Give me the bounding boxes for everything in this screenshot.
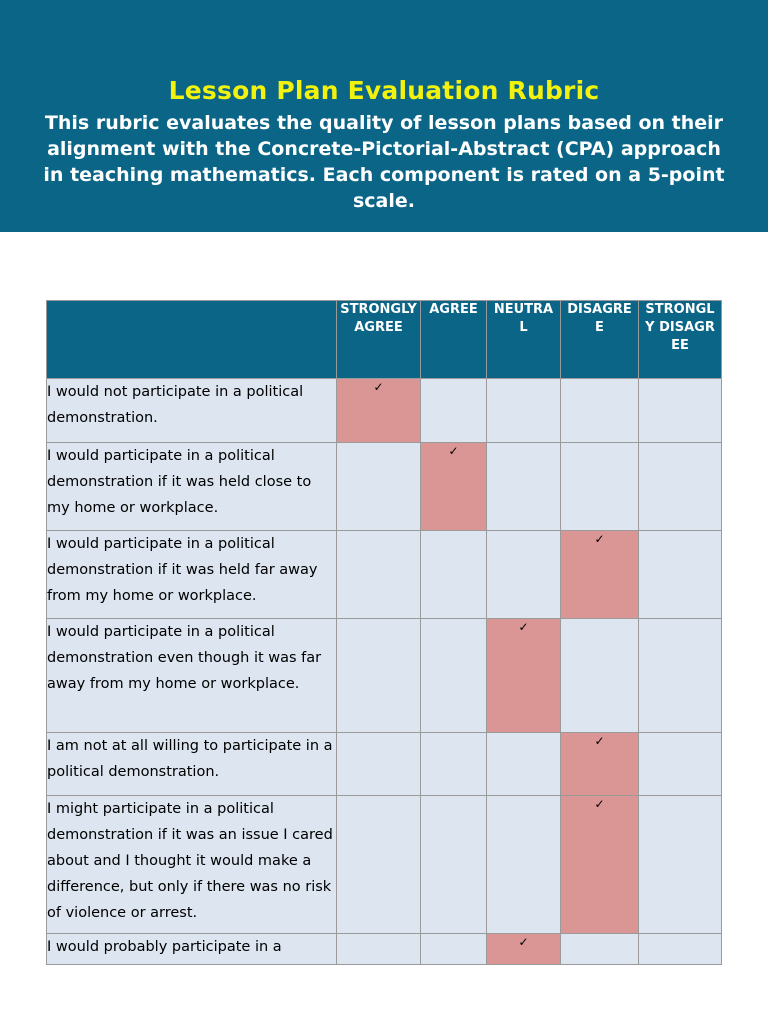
rating-cell-agree[interactable] (421, 443, 487, 531)
rating-cell-strongly-disagree[interactable] (639, 379, 722, 443)
rating-cell-agree[interactable] (421, 796, 487, 934)
column-header-strongly-disagree: STRONGLY DISAGREE (639, 301, 722, 379)
checkmark-icon: ✓ (594, 734, 605, 748)
table-row (47, 733, 722, 796)
rating-cell-neutral[interactable] (487, 379, 561, 443)
rating-cell-agree[interactable] (421, 379, 487, 443)
rating-cell-strongly-agree[interactable] (337, 934, 421, 965)
rating-cell-strongly-agree[interactable] (337, 443, 421, 531)
rubric-body (47, 379, 722, 965)
table-row (47, 379, 722, 443)
rating-cell-strongly-disagree[interactable] (639, 733, 722, 796)
rating-cell-strongly-disagree[interactable] (639, 934, 722, 965)
checkmark-icon: ✓ (518, 935, 529, 949)
rating-cell-strongly-disagree[interactable] (639, 619, 722, 733)
statement-cell: I would participate in a political demonstration even though it was far away from my home or workplace. (47, 619, 337, 733)
rubric-table (46, 300, 722, 965)
rating-cell-disagree[interactable] (561, 443, 639, 531)
rating-cell-disagree[interactable] (561, 619, 639, 733)
table-row (47, 619, 722, 733)
rating-cell-disagree[interactable] (561, 796, 639, 934)
rating-cell-agree[interactable] (421, 934, 487, 965)
statement-cell: I would probably participate in a (47, 934, 337, 965)
rating-cell-disagree[interactable] (561, 379, 639, 443)
column-header-neutral: NEUTRAL (487, 301, 561, 379)
rating-cell-neutral[interactable] (487, 443, 561, 531)
column-header-strongly-agree: STRONGLY AGREE (337, 301, 421, 379)
rating-cell-agree[interactable] (421, 733, 487, 796)
table-row (47, 443, 722, 531)
column-header-disagree: DISAGREE (561, 301, 639, 379)
statement-cell: I would participate in a political demonstration if it was held far away from my home or workplace. (47, 531, 337, 619)
column-header-agree: AGREE (421, 301, 487, 379)
rating-cell-disagree[interactable] (561, 934, 639, 965)
checkmark-icon: ✓ (448, 444, 459, 458)
rating-cell-strongly-agree[interactable] (337, 619, 421, 733)
statement-cell: I am not at all willing to participate in a political demonstration. (47, 733, 337, 796)
table-row (47, 934, 722, 965)
rating-cell-agree[interactable] (421, 619, 487, 733)
checkmark-icon: ✓ (518, 620, 529, 634)
statement-cell: I would participate in a political demonstration if it was held close to my home or workplace. (47, 443, 337, 531)
rating-cell-strongly-agree[interactable] (337, 379, 421, 443)
page-description: This rubric evaluates the quality of lesson plans based on their alignment with the Concrete-Pictorial-Abstract (CPA) approach in teaching mathematics. Each component is rated on a 5-point scale. (43, 112, 725, 212)
corner-header (47, 301, 337, 379)
checkmark-icon: ✓ (594, 797, 605, 811)
rating-cell-neutral[interactable] (487, 796, 561, 934)
rating-cell-strongly-disagree[interactable] (639, 443, 722, 531)
rating-cell-disagree[interactable] (561, 531, 639, 619)
rating-cell-strongly-disagree[interactable] (639, 796, 722, 934)
rating-cell-strongly-agree[interactable] (337, 733, 421, 796)
table-row (47, 796, 722, 934)
header-row (47, 301, 722, 379)
table-row (47, 531, 722, 619)
rating-cell-neutral[interactable] (487, 934, 561, 965)
rating-cell-neutral[interactable] (487, 733, 561, 796)
rating-cell-agree[interactable] (421, 531, 487, 619)
rating-cell-disagree[interactable] (561, 733, 639, 796)
rating-cell-strongly-agree[interactable] (337, 796, 421, 934)
header-banner (0, 0, 768, 232)
statement-cell: I might participate in a political demonstration if it was an issue I cared about and I thought it would make a difference, but only if there was no risk of violence or arrest. (47, 796, 337, 934)
rating-cell-strongly-disagree[interactable] (639, 531, 722, 619)
page-title: Lesson Plan Evaluation Rubric (168, 76, 600, 105)
checkmark-icon: ✓ (594, 532, 605, 546)
rating-cell-neutral[interactable] (487, 531, 561, 619)
checkmark-icon: ✓ (373, 380, 384, 394)
rating-cell-strongly-agree[interactable] (337, 531, 421, 619)
statement-cell: I would not participate in a political demonstration. (47, 379, 337, 443)
rating-cell-neutral[interactable] (487, 619, 561, 733)
